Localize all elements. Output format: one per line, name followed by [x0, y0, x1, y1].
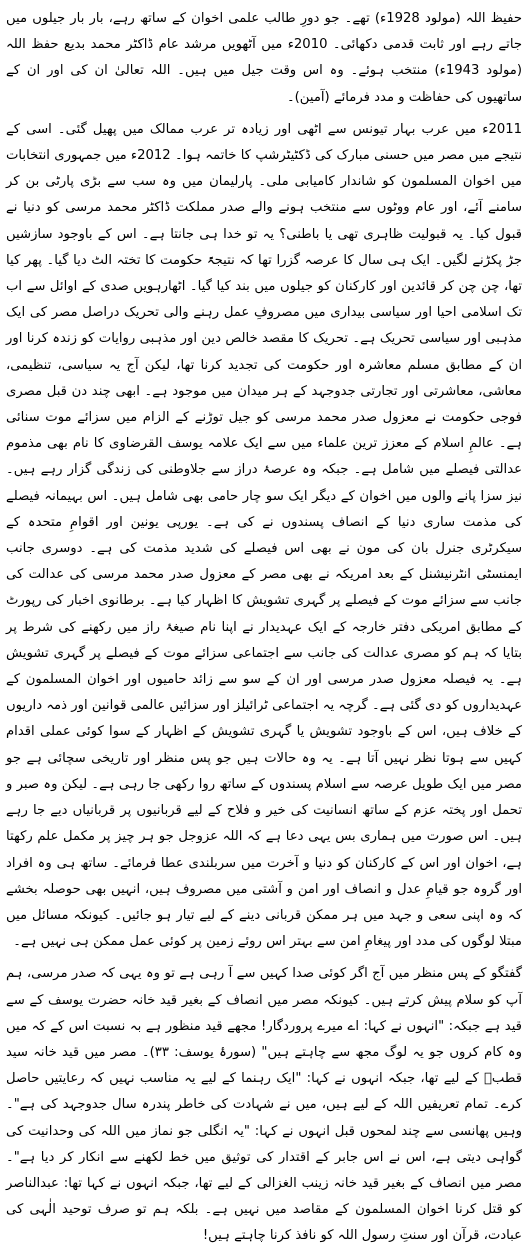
paragraph-conclusion: گفتگو کے پس منظر میں آج اگر کوئی صدا کہیں سے آ رہی ہے تو وہ یہی کہ صدر مرسی، ہم آپ کو سلام پیش کرتے ہیں۔ کیونکہ مصر میں انصاف کے بغیر قید خانہ حضرت یوسف کے سے قید ہے جبکہ: "انہوں نے کہا: اے میرے پروردگار! مجھے قید منظور ہے بہ نسبت اس کے کہ میں وہ کام کروں جو یہ لوگ مجھ سے چاہتے ہیں" (سورۂ یوسف: ۳۳)۔ مصر میں قید خانہ سید قطبؒ کے لیے تھا، جبکہ انہوں نے کہا: "ایک رہنما کے لیے یہ مناسب نہیں کہ رعایتیں حاصل کرے۔ تمام تعریفیں اللہ کے لیے ہیں، میں نے شہادت کی خاطر پندرہ سال جدوجہد کی ہے"۔ وہیں پھانسی سے چند لمحوں قبل انہوں نے کہا: "یہ انگلی جو نماز میں اللہ کی وحدانیت کی گواہی دیتی ہے، اس نے اس جابر کے اقتدار کی توثیق میں خط لکھنے سے انکار کر دیا ہے"۔ مصر میں انصاف کے بغیر قید خانہ زینب الغزالی کے لیے تھا، جبکہ انہوں نے کہا تھا: عبدالناصر کو قتل کرنا اخوان المسلمون کے مقاصد میں نہیں ہے۔ بلکہ ہم تو صرف توحید الٰہی کی عبادت، قرآن اور سنتِ رسول اللہ کو نافذ کرنا چاہتے ہیں! — [6, 966, 522, 1244]
paragraph-arab-spring: 2011ء میں عرب بہار تیونس سے اٹھی اور زیادہ تر عرب ممالک میں پھیل گئی۔ اسی کے نتیجے میں مصر میں حسنی مبارک کی ڈکٹیٹرشپ کا خاتمہ ہوا۔ 2012ء میں جمہوری انتخابات میں اخوان المسلمون کو شاندار کامیابی ملی۔ پارلیمان میں وہ سب سے بڑی پارٹی بن کر سامنے آئے، اور عام ووٹوں سے منتخب ہونے والے صدر مملکت ڈاکٹر محمد مرسی کو دنیا نے قبول کیا۔ یہ قبولیت ظاہری تھی یا باطنی؟ یہ تو خدا ہی جانتا ہے۔ اس کے باوجود سازشیں جڑ پکڑنے لگیں۔ ایک ہی سال کا عرصہ گزرا تھا کہ نتیجۃً حکومت کا تختہ الٹ دیا گیا۔ پھر کیا تھا، چن چن کر قائدین اور کارکنان کو جیلوں میں بند کیا گیا۔ اٹھارہویں صدی کے اوائل سے اب تک اسلامی احیا اور سیاسی بیداری میں مصروفِ عمل رہنے والی تحریک دراصل مصر کی ایک مذہبی اور سیاسی تحریک ہے۔ تحریک کا مقصد خالص دین اور مذہبی روایات کو زندہ کرنا اور ان کے مطابق مسلم معاشرہ اور حکومت کی تجدید کرنا تھا، لیکن آج یہ سیاسی، تنظیمی، معاشی، معاشرتی اور تجارتی جدوجہد کے ہر میدان میں موجود ہے۔ ابھی چند دن قبل مصری فوجی حکومت نے معزول صدر محمد مرسی کو جیل توڑنے کے الزام میں سزائے موت سنائی ہے۔ عالمِ اسلام کے معزز ترین علماء میں سے ایک علامہ یوسف القرضاوی کا نام بھی مذموم عدالتی فیصلے میں شامل ہے۔ جبکہ وہ عرصۂ دراز سے جلاوطنی کی زندگی گزار رہے ہیں۔ نیز سزا پانے والوں میں اخوان کے دیگر ایک سو چار حامی بھی شامل ہیں۔ اس بہیمانہ فیصلے کی مذمت ساری دنیا کے انصاف پسندوں نے کی ہے۔ یورپی یونین اور اقوامِ متحدہ کے سیکرٹری جنرل بان کی مون نے بھی اس فیصلے کی شدید مذمت کی ہے۔ دوسری جانب ایمنسٹی انٹرنیشنل کے بعد امریکہ نے بھی مصر کے معزول صدر محمد مرسی کی عدالت کی جانب سے سزائے موت کے فیصلے پر گہری تشویش کا اظہار کیا ہے۔ برطانوی اخبار کی رپورٹ کے مطابق امریکی دفتر خارجہ کے ایک عہدیدار نے اپنا نام صیغۂ راز میں رکھنے کی شرط پر بتایا کہ ہم کو مصری عدالت کی جانب سے اجتماعی سزائے موت کے فیصلے پر گہری تشویش ہے۔ یہ فیصلہ معزول صدر مرسی اور ان کے سو سے زائد حامیوں اور اخوان المسلمون کے عہدیداروں کو دی گئی ہے۔ گرچہ یہ اجتماعی ٹرائیلز اور سزائیں عالمی قوانین اور ذمہ داریوں کے خلاف ہیں، اس کے باوجود تشویش یا گہری تشویش کے اظہار کے سوا کوئی عملی اقدام کہیں سے ہوتا نظر نہیں آتا ہے۔ یہ وہ حالات ہیں جو پس منظر اور تاریخی سچائی ہے جو مصر میں ایک طویل عرصہ سے اسلام پسندوں کے ساتھ روا رکھی جا رہی ہے۔ لیکن وہ صبر و تحمل اور پختہ عزم کے ساتھ انسانیت کی خیر و فلاح کے لیے قربانیوں پر قربانیاں دیے جا رہے ہیں۔ اس صورت میں ہماری بس یہی دعا ہے کہ اللہ عزوجل جو ہر چیز پر مکمل علم رکھتا ہے، اخوان اور اس کے کارکنان کو دنیا و آخرت میں سربلندی عطا فرمائے۔ ساتھ ہی وہ افراد اور گروہ جو قیامِ عدل و انصاف اور امن و آشتی میں مصروف ہیں، انہیں بھی حوصلہ بخشے کہ وہ اپنی سعی و جہد میں ہر ممکن قربانی دینے کے لیے تیار ہو جائیں۔ کیونکہ مسائل میں مبتلا لوگوں کی مدد اور پیغامِ امن سے بہتر اس روئے زمین پر کوئی عمل ممکن ہی نہیں ہے۔ — [6, 121, 522, 950]
paragraph-intro: حفیظ اللہ (مولود 1928ء) تھے۔ جو دورِ طالب علمی اخوان کے ساتھ رہے، بار بار جیلوں میں جاتے رہے اور ثابت قدمی دکھائی۔ 2010ء میں آٹھویں مرشد عام ڈاکٹر محمد بدیع حفظ اللہ (مولود 1943ء) منتخب ہوئے۔ وہ اس وقت جیل میں ہیں۔ اللہ تعالیٰ ان کی اور ان کے ساتھیوں کی حفاظت و مدد فرمائے (آمین)۔ — [6, 11, 522, 105]
